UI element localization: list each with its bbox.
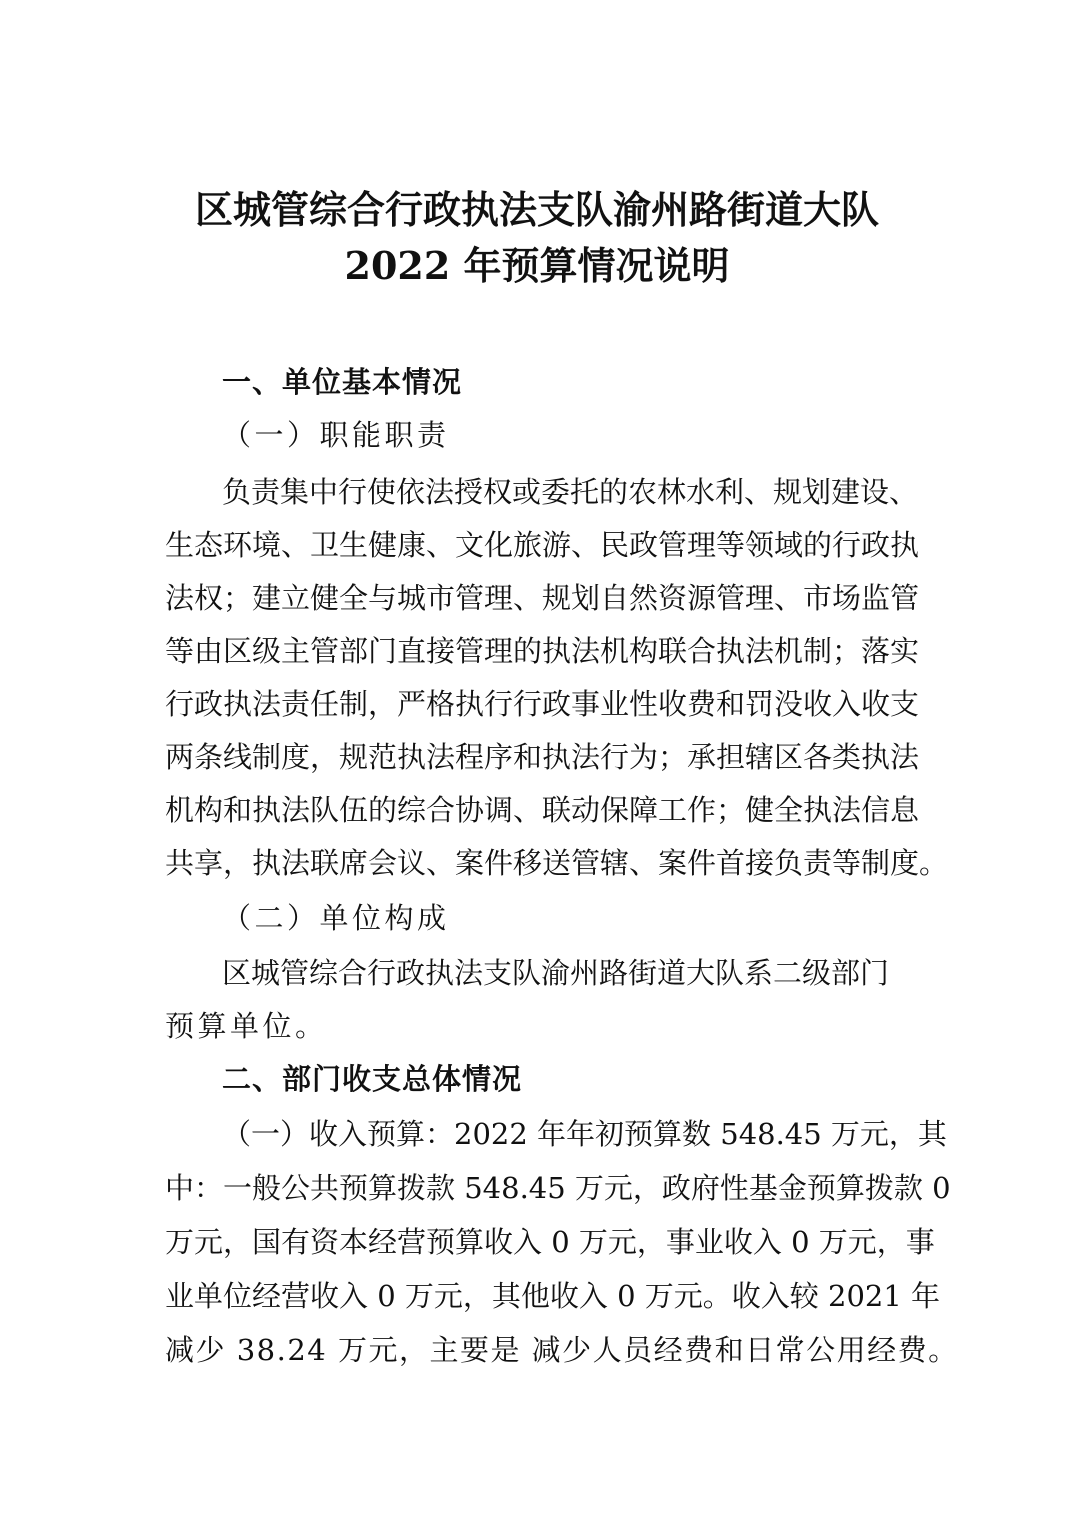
document-title-line1: 区城管综合行政执法支队渝州路街道大队 xyxy=(194,187,879,232)
section1-sub1-line: 法权；建立健全与城市管理、规划自然资源管理、市场监管 xyxy=(165,581,920,615)
section1-sub1-line: 生态环境、卫生健康、文化旅游、民政管理等领域的行政执 xyxy=(165,528,920,562)
section2-line: 中：一般公共预算拨款 548.45 万元，政府性基金预算拨款 0 xyxy=(165,1171,951,1205)
section2-line: 业单位经营收入 0 万元，其他收入 0 万元。收入较 2021 年 xyxy=(165,1279,941,1313)
section1-sub1-line: 负责集中行使依法授权或委托的农林水利、规划建设、 xyxy=(222,475,919,509)
section1-sub1-heading: （一）职能职责 xyxy=(222,418,450,452)
section2-line: 减少 38.24 万元，主要是 减少人员经费和日常公用经费。 xyxy=(165,1333,959,1367)
section1-sub1-line: 行政执法责任制，严格执行行政事业性收费和罚没收入收支 xyxy=(165,687,920,721)
section1-sub1-line: 机构和执法队伍的综合协调、联动保障工作；健全执法信息 xyxy=(165,793,920,827)
section1-sub2-heading: （二）单位构成 xyxy=(222,901,450,935)
section1-sub2-line: 区城管综合行政执法支队渝州路街道大队系二级部门 xyxy=(222,956,890,990)
section2-line: 万元，国有资本经营预算收入 0 万元，事业收入 0 万元，事 xyxy=(165,1225,935,1259)
section1-sub1-line: 等由区级主管部门直接管理的执法机构联合执法机制；落实 xyxy=(165,634,920,668)
document-title-line2: 2022 年预算情况说明 xyxy=(344,243,730,288)
section2-heading: 二、部门收支总体情况 xyxy=(222,1062,523,1096)
section1-sub1-line: 两条线制度，规范执法程序和执法行为；承担辖区各类执法 xyxy=(165,740,920,774)
section1-sub2-line: 预算单位。 xyxy=(165,1009,328,1043)
section1-heading: 一、单位基本情况 xyxy=(222,365,463,399)
section1-sub1-line: 共享，执法联席会议、案件移送管辖、案件首接负责等制度。 xyxy=(165,846,949,880)
section2-line: （一）收入预算：2022 年年初预算数 548.45 万元，其 xyxy=(222,1117,947,1151)
